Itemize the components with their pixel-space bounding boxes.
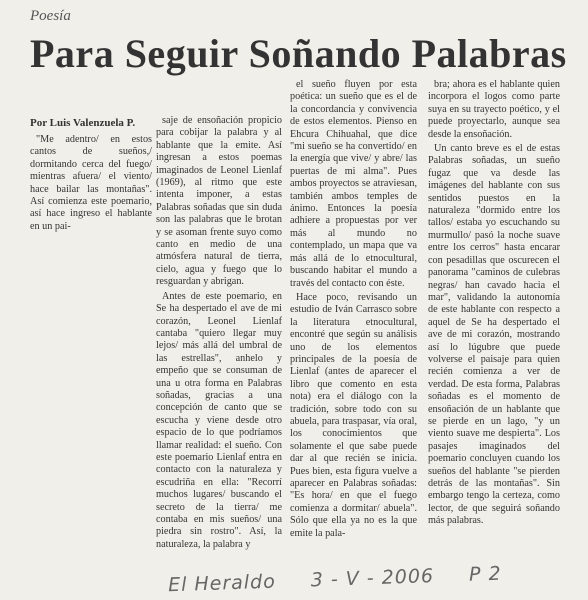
article-column-4 — [428, 79, 560, 528]
article-column-2 — [156, 115, 282, 551]
article-column-1 — [30, 134, 152, 233]
byline: Por Luis Valenzuela P. — [30, 117, 136, 129]
handwritten-newspaper: El Heraldo — [167, 570, 277, 597]
paragraph: saje de ensoñación propicio para cobijar la palabra y al hablante que la emite. Así ingresan a estos poemas imaginados de Leonel Lienlaf (1969), al ritmo que este intenta imponer, a estas Palabras soñadas que sin duda son las palabras que le brotan y se asoman frente suyo como canto en medio de una atmósfera natural de tierra, cielo, agua y fuego que lo resguardan y abrigan. — [156, 115, 282, 288]
paragraph: Hace poco, revisando un estudio de Iván Carrasco sobre la literatura etnocultural, encontré que según su análisis uno de los elementos principales de la poesía de Lienlaf (antes de aparecer el libro que comento en esta nota) era el diálogo con la tradición, sobre todo con su abuela, para traspasar, vía oral, los conocimientos que solamente el que sabe puede dar al que recién se inicia. Pues bien, esta figura vuelve a aparecer en Palabras soñadas: "Es hora/ en que el fuego comienza a dormitar/ abuela". Sólo que ella ya no es la que emite la pala- — [290, 291, 417, 539]
article-column-3 — [290, 79, 417, 540]
paragraph: bra; ahora es el hablante quien incorpora el logos como parte suya en su trayecto poético, y el puede proyectarlo, aunque sea desde la ensoñación. — [428, 79, 560, 140]
handwritten-annotation — [168, 562, 530, 597]
paragraph: el sueño fluyen por esta poética: un sueño que es el de la concordancia y convivencia de estos elementos. Pienso en Ehcura Chihuahal, que dice "mi sueño se ha convertido/ en la energía que vive/ y abre/ las puertas de mi alma". Pues ambos proyectos se atraviesan, también ambos temples de ánimo. Entonces la poesía adhiere a propuestas por ver más al mundo no contemplado, un mapa que va más allá de lo etnocultural, buscando habitar el mundo a través del contacto con éste. — [290, 79, 417, 289]
paragraph: Un canto breve es el de estas Palabras soñadas, un sueño fugaz que va desde las imágenes del hablante con sus sentidos puestos en la naturaleza "dormido entre los tallos/ estaba yo escuchando su murmullo/ pasó la noche suave entre los cerros" hasta encarar con pesadillas que oscurecen el panorama "caminos de culebras negras/ han cavado hacia el mar", validando la autonomía de este hablante con respecto a aquel de Se ha despertado el ave de mi corazón, mostrando así lo lúgubre que puede volverse el paisaje para quien recién comienza a ver de verdad. De esta forma, Palabras soñadas es el momento de ensoñación de un hablante que se pierde en un lago, "y un viento suave me despierta". Los pasajes imaginados del poemario concluyen cuando los sueños del hablante "se pierden detrás de las montañas". Sin embargo tengo la certeza, como lector, de que seguirá soñando más palabras. — [428, 143, 560, 527]
section-label: Poesía — [30, 8, 71, 24]
handwritten-page: P 2 — [468, 562, 503, 586]
paragraph: "Me adentro/ en estos cantos de sueños,/ dormitando cerca del fuego/ mientras afuera/ el viento/ hace bailar las montañas". Así comienza este poemario, así hace ingreso el hablante en un pai- — [30, 134, 152, 232]
paragraph: Antes de este poemario, en Se ha despertado el ave de mi corazón, Leonel Lienlaf cantaba "quiero llegar muy lejos/ más allá del umbral de las estrellas", anhelo y empeño que se consuman de una u otra forma en Palabras soñadas, gracias a una concepción de canto que se escucha y viene desde otro espacio de lo que podríamos llamar realidad: el sueño. Con este poemario Lienlaf entra en contacto con la naturaleza y escudriña en ella: "Recorrí muchos lugares/ buscando el secreto de la tierra/ me contaba en mis sueños/ una piedra sin rostro". Así, la naturaleza, la palabra y — [156, 290, 282, 550]
handwritten-date: 3 - V - 2006 — [310, 565, 435, 592]
article-title: Para Seguir Soñando Palabras — [30, 31, 567, 76]
